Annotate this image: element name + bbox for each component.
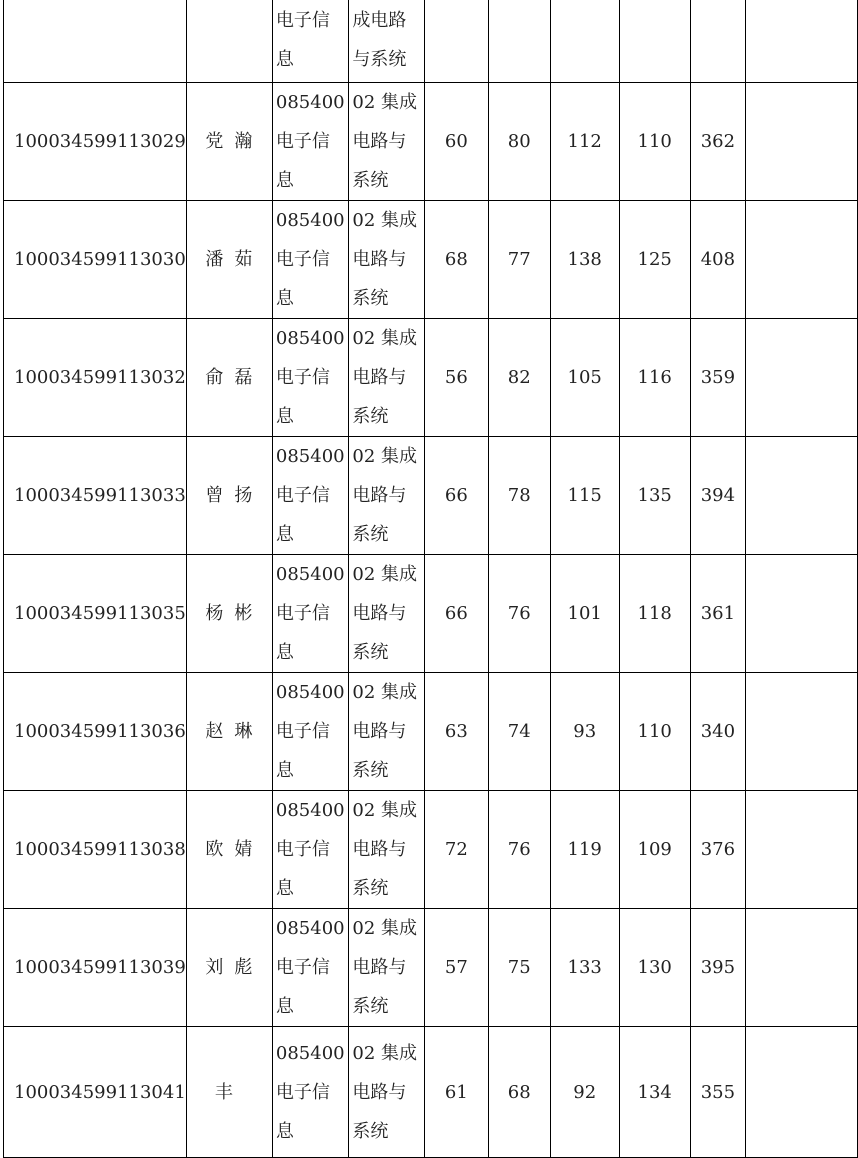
total-cell: 408 bbox=[690, 201, 745, 319]
score-cell: 76 bbox=[488, 791, 550, 909]
table-row bbox=[4, 1027, 858, 1158]
name-first: 俞 bbox=[205, 367, 225, 388]
name-last: 扬 bbox=[234, 485, 254, 506]
score-cell: 63 bbox=[424, 673, 488, 791]
score-cell: 130 bbox=[619, 909, 690, 1027]
score-cell: 78 bbox=[488, 437, 550, 555]
score-cell: 74 bbox=[488, 673, 550, 791]
total-cell: 361 bbox=[690, 555, 745, 673]
score-cell: 109 bbox=[619, 791, 690, 909]
candidate-id-cell: 100034599113035 bbox=[4, 555, 187, 673]
total-cell: 394 bbox=[690, 437, 745, 555]
score-cell bbox=[619, 0, 690, 83]
name-last: 琳 bbox=[234, 721, 254, 742]
name-cell bbox=[186, 319, 272, 437]
table-row bbox=[4, 83, 858, 201]
score-cell: 80 bbox=[488, 83, 550, 201]
major-cell: 085400电子信息 bbox=[272, 1027, 349, 1158]
name-last: 茹 bbox=[234, 249, 254, 270]
name-first: 党 bbox=[205, 131, 225, 152]
score-cell bbox=[488, 0, 550, 83]
score-cell: 82 bbox=[488, 319, 550, 437]
score-cell: 125 bbox=[619, 201, 690, 319]
name-first: 潘 bbox=[205, 249, 225, 270]
name-first: 赵 bbox=[205, 721, 225, 742]
table-row bbox=[4, 791, 858, 909]
total-cell: 395 bbox=[690, 909, 745, 1027]
score-cell bbox=[424, 0, 488, 83]
candidate-id-cell: 100034599113032 bbox=[4, 319, 187, 437]
score-cell: 134 bbox=[619, 1027, 690, 1158]
redaction-mask bbox=[226, 132, 232, 152]
name-cell bbox=[186, 673, 272, 791]
score-cell: 110 bbox=[619, 83, 690, 201]
remark-cell bbox=[746, 909, 858, 1027]
score-cell bbox=[550, 0, 619, 83]
total-cell: 359 bbox=[690, 319, 745, 437]
score-cell: 68 bbox=[424, 201, 488, 319]
score-cell: 135 bbox=[619, 437, 690, 555]
remark-cell bbox=[746, 319, 858, 437]
direction-cell: 02 集成电路与系统 bbox=[349, 83, 425, 201]
score-cell: 133 bbox=[550, 909, 619, 1027]
direction-cell: 02 集成电路与系统 bbox=[349, 201, 425, 319]
score-cell: 76 bbox=[488, 555, 550, 673]
score-cell: 61 bbox=[424, 1027, 488, 1158]
table-row bbox=[4, 555, 858, 673]
direction-cell: 02 集成电路与系统 bbox=[349, 437, 425, 555]
name-cell bbox=[186, 555, 272, 673]
score-cell: 101 bbox=[550, 555, 619, 673]
name-cell bbox=[186, 791, 272, 909]
redaction-mask bbox=[226, 368, 232, 388]
score-cell: 138 bbox=[550, 201, 619, 319]
remark-cell bbox=[746, 83, 858, 201]
total-cell: 355 bbox=[690, 1027, 745, 1158]
major-cell: 085400电子信息 bbox=[272, 201, 349, 319]
candidate-id-cell: 100034599113030 bbox=[4, 201, 187, 319]
redaction-mask bbox=[226, 604, 232, 624]
score-cell: 68 bbox=[488, 1027, 550, 1158]
name-cell bbox=[186, 201, 272, 319]
score-cell: 72 bbox=[424, 791, 488, 909]
score-cell: 105 bbox=[550, 319, 619, 437]
total-cell: 340 bbox=[690, 673, 745, 791]
name-first: 曾 bbox=[205, 485, 225, 506]
table-row bbox=[4, 909, 858, 1027]
redaction-mask bbox=[226, 840, 232, 860]
remark-cell bbox=[746, 555, 858, 673]
total-cell: 376 bbox=[690, 791, 745, 909]
direction-cell: 02 集成电路与系统 bbox=[349, 791, 425, 909]
major-cell: 085400电子信息 bbox=[272, 83, 349, 201]
score-cell: 118 bbox=[619, 555, 690, 673]
direction-cell: 02 集成电路与系统 bbox=[349, 1027, 425, 1158]
candidate-id-cell bbox=[4, 0, 187, 83]
name-last: 瀚 bbox=[234, 131, 254, 152]
score-cell: 60 bbox=[424, 83, 488, 201]
major-cell: 085400电子信息 bbox=[272, 909, 349, 1027]
name-last: 磊 bbox=[234, 367, 254, 388]
score-cell: 92 bbox=[550, 1027, 619, 1158]
name-last: 婧 bbox=[234, 839, 254, 860]
redaction-mask bbox=[226, 958, 232, 978]
candidate-id-cell: 100034599113029 bbox=[4, 83, 187, 201]
total-cell: 362 bbox=[690, 83, 745, 201]
remark-cell bbox=[746, 673, 858, 791]
name-last: 彪 bbox=[234, 957, 254, 978]
name-cell bbox=[186, 909, 272, 1027]
candidate-id-cell: 100034599113033 bbox=[4, 437, 187, 555]
score-cell: 66 bbox=[424, 437, 488, 555]
score-table bbox=[3, 0, 858, 1158]
total-cell bbox=[690, 0, 745, 83]
direction-cell: 02 集成电路与系统 bbox=[349, 555, 425, 673]
remark-cell bbox=[746, 1027, 858, 1158]
remark-cell bbox=[746, 437, 858, 555]
major-cell: 085400电子信息 bbox=[272, 555, 349, 673]
redaction-mask bbox=[226, 722, 232, 742]
score-cell: 119 bbox=[550, 791, 619, 909]
score-cell: 93 bbox=[550, 673, 619, 791]
redaction-mask bbox=[226, 250, 232, 270]
redaction-mask bbox=[236, 1083, 242, 1103]
direction-cell: 02 集成电路与系统 bbox=[349, 319, 425, 437]
table-row bbox=[4, 437, 858, 555]
table-row bbox=[4, 201, 858, 319]
direction-cell: 成电路与系统 bbox=[349, 0, 425, 83]
major-cell: 085400电子信息 bbox=[272, 319, 349, 437]
name-first: 丰 bbox=[214, 1081, 234, 1103]
score-cell: 77 bbox=[488, 201, 550, 319]
major-cell: 085400电子信息 bbox=[272, 673, 349, 791]
table-row bbox=[4, 0, 858, 83]
score-cell: 110 bbox=[619, 673, 690, 791]
score-cell: 75 bbox=[488, 909, 550, 1027]
candidate-id-cell: 100034599113039 bbox=[4, 909, 187, 1027]
score-cell: 116 bbox=[619, 319, 690, 437]
table-row bbox=[4, 673, 858, 791]
major-cell: 085400电子信息 bbox=[272, 791, 349, 909]
name-cell bbox=[186, 1027, 272, 1158]
name-first: 杨 bbox=[205, 603, 225, 624]
name-first: 刘 bbox=[205, 957, 225, 978]
candidate-id-cell: 100034599113038 bbox=[4, 791, 187, 909]
score-cell: 112 bbox=[550, 83, 619, 201]
score-cell: 115 bbox=[550, 437, 619, 555]
name-last: 彬 bbox=[234, 603, 254, 624]
name-cell bbox=[186, 0, 272, 83]
name-cell bbox=[186, 83, 272, 201]
candidate-id-cell: 100034599113036 bbox=[4, 673, 187, 791]
remark-cell bbox=[746, 201, 858, 319]
direction-cell: 02 集成电路与系统 bbox=[349, 909, 425, 1027]
name-cell bbox=[186, 437, 272, 555]
remark-cell bbox=[746, 0, 858, 83]
score-cell: 56 bbox=[424, 319, 488, 437]
major-cell: 085400电子信息 bbox=[272, 437, 349, 555]
score-cell: 66 bbox=[424, 555, 488, 673]
name-first: 欧 bbox=[205, 839, 225, 860]
candidate-id-cell: 100034599113041 bbox=[4, 1027, 187, 1158]
direction-cell: 02 集成电路与系统 bbox=[349, 673, 425, 791]
remark-cell bbox=[746, 791, 858, 909]
major-cell: 电子信息 bbox=[272, 0, 349, 83]
table-row bbox=[4, 319, 858, 437]
score-cell: 57 bbox=[424, 909, 488, 1027]
redaction-mask bbox=[226, 486, 232, 506]
